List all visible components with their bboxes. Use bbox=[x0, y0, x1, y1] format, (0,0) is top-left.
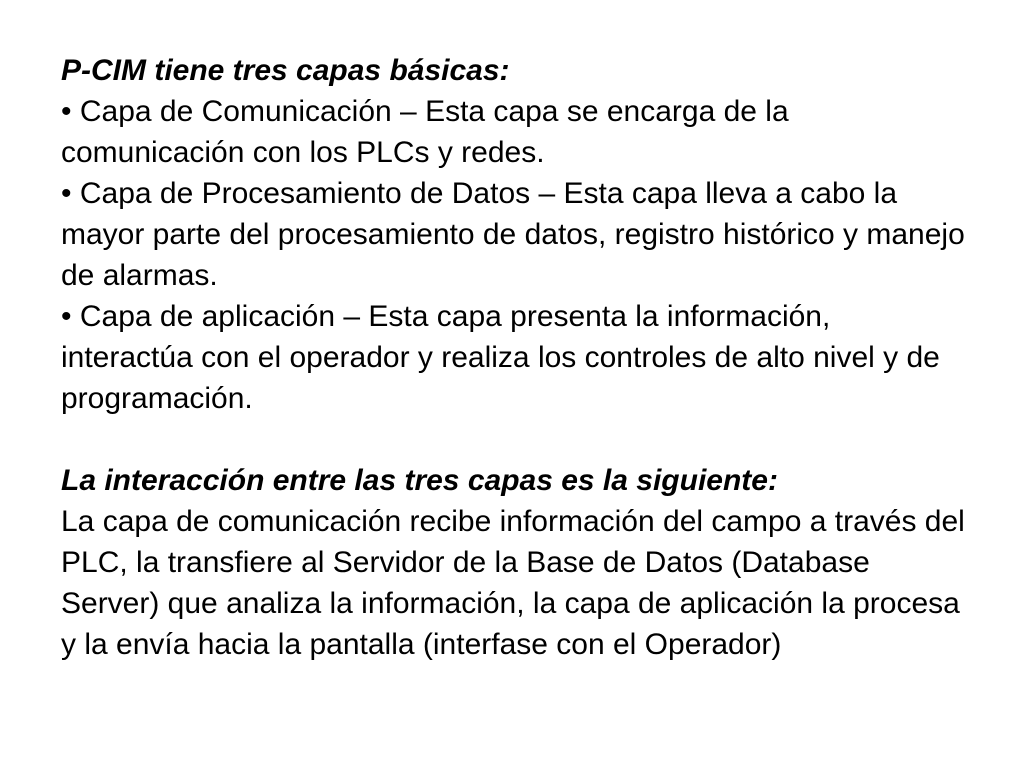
list-item-application-layer bbox=[61, 296, 966, 419]
slide-content bbox=[61, 50, 966, 665]
layers-list bbox=[61, 91, 966, 419]
section1-heading: P-CIM tiene tres capas básicas: bbox=[61, 54, 510, 87]
interaction-description: La capa de comunicación recibe información del campo a través del PLC, la transfiere al Servidor de la Base de Datos (Database Server) que analiza la información, la capa de aplicación la procesa y la envía hacia la pantalla (interfase con el Operador) bbox=[61, 505, 965, 661]
bullet-text: Capa de Comunicación – Esta capa se encarga de la comunicación con los PLCs y redes. bbox=[61, 95, 789, 169]
bullet-text: Capa de Procesamiento de Datos – Esta capa lleva a cabo la mayor parte del procesamiento de datos, registro histórico y manejo de alarmas. bbox=[61, 177, 965, 292]
bullet-icon: • bbox=[61, 300, 72, 333]
list-item-communication-layer bbox=[61, 91, 966, 173]
list-item-processing-layer bbox=[61, 173, 966, 296]
bullet-icon: • bbox=[61, 177, 72, 210]
bullet-text: Capa de aplicación – Esta capa presenta la información, interactúa con el operador y realiza los controles de alto nivel y de programación. bbox=[61, 300, 940, 415]
section2-heading: La interacción entre las tres capas es la siguiente: bbox=[61, 464, 778, 497]
bullet-icon: • bbox=[61, 95, 72, 128]
section-spacer bbox=[61, 419, 966, 460]
